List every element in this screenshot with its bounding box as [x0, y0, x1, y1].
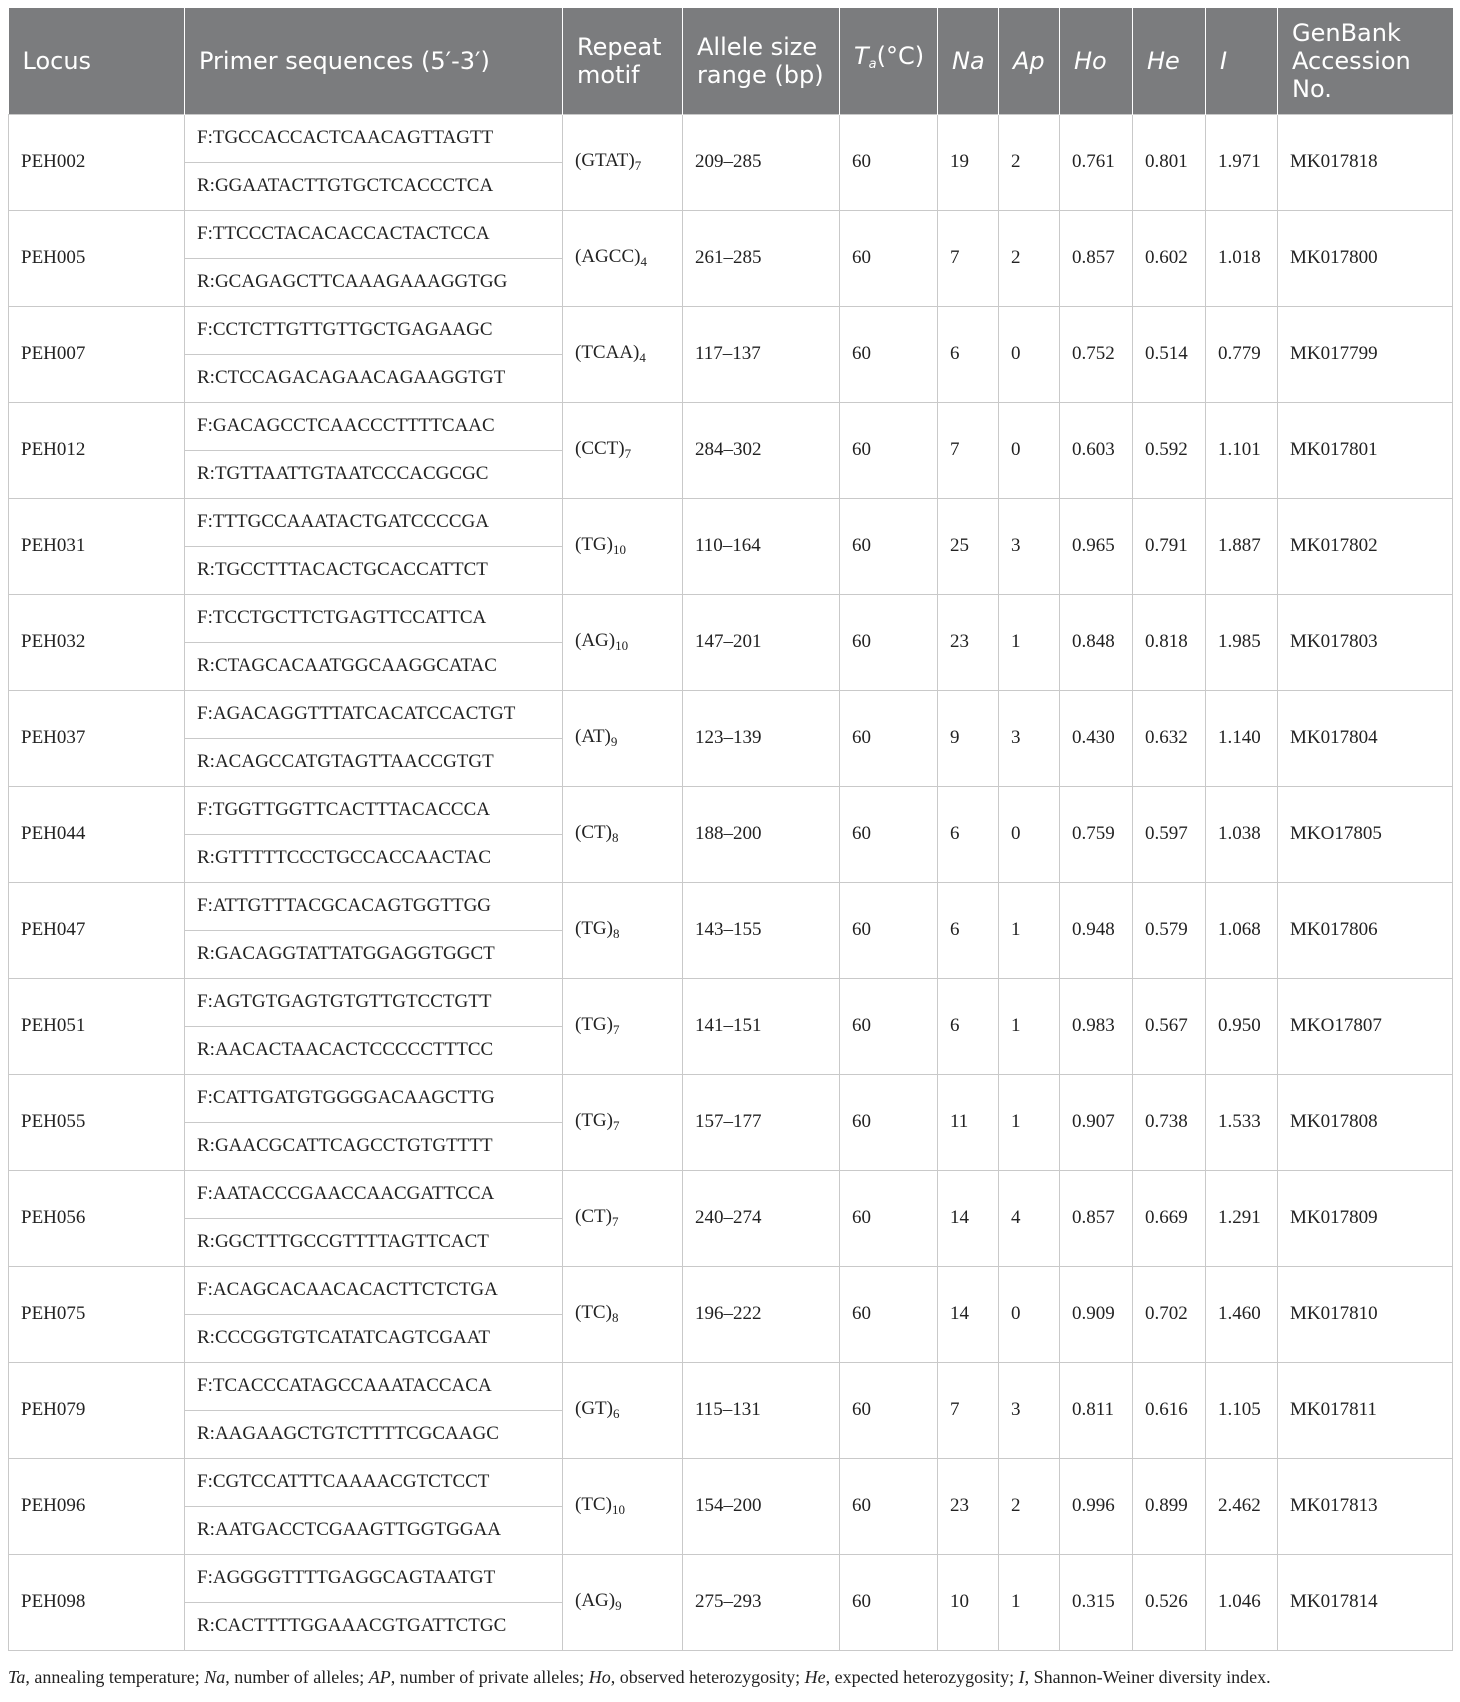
- ap-cell: 1: [999, 882, 1060, 978]
- repeat-count: 10: [612, 542, 626, 557]
- table-row: [9, 114, 1453, 162]
- header-ta-symbol: T: [854, 42, 869, 71]
- ap-cell: 1: [999, 1074, 1060, 1170]
- repeat-count: 4: [639, 350, 646, 365]
- reverse-primer-cell: R:TGTTAATTGTAATCCCACGCGC: [185, 450, 563, 498]
- allele-size-cell: 143–155: [683, 882, 840, 978]
- footnote-abbrev: I: [1018, 1667, 1025, 1687]
- ho-cell: 0.761: [1060, 114, 1133, 210]
- i-cell: 1.101: [1206, 402, 1278, 498]
- table-row: [9, 1170, 1453, 1218]
- forward-primer-cell: F:GACAGCCTCAACCCTTTTCAAC: [185, 402, 563, 450]
- header-he-label: He: [1147, 46, 1180, 75]
- repeat-motif-text: (GTAT): [575, 150, 635, 171]
- header-locus: Locus: [9, 8, 185, 114]
- table-row: [9, 1074, 1453, 1122]
- forward-primer-cell: F:ACAGCACAACACACTTCTCTGA: [185, 1266, 563, 1314]
- forward-primer-cell: F:AATACCCGAACCAACGATTCCA: [185, 1170, 563, 1218]
- locus-cell: PEH031: [9, 498, 185, 594]
- locus-cell: PEH056: [9, 1170, 185, 1266]
- repeat-motif-cell: [563, 1362, 683, 1458]
- reverse-primer-cell: R:CTAGCACAATGGCAAGGCATAC: [185, 642, 563, 690]
- ta-cell: 60: [840, 114, 938, 210]
- he-cell: 0.738: [1133, 1074, 1206, 1170]
- repeat-motif-text: (AG): [575, 1590, 616, 1611]
- repeat-motif-text: (TC): [575, 1302, 612, 1323]
- footnote-abbrev: Ta: [8, 1667, 26, 1687]
- header-ta-unit: (°C): [876, 42, 925, 71]
- repeat-motif-text: (TG): [575, 1110, 613, 1131]
- repeat-motif-text: (AGCC): [575, 246, 641, 267]
- repeat-motif-cell: [563, 882, 683, 978]
- locus-cell: PEH037: [9, 690, 185, 786]
- locus-cell: PEH051: [9, 978, 185, 1074]
- ho-cell: 0.811: [1060, 1362, 1133, 1458]
- ap-cell: 0: [999, 402, 1060, 498]
- repeat-count: 8: [611, 1310, 619, 1325]
- repeat-count: 7: [611, 1214, 619, 1229]
- header-primer: Primer sequences (5′-3′): [185, 8, 563, 114]
- repeat-count: 7: [634, 158, 642, 173]
- na-cell: 7: [938, 210, 999, 306]
- repeat-motif-text: (CT): [575, 1206, 612, 1227]
- ho-cell: 0.848: [1060, 594, 1133, 690]
- locus-cell: PEH098: [9, 1554, 185, 1650]
- locus-cell: PEH032: [9, 594, 185, 690]
- he-cell: 0.702: [1133, 1266, 1206, 1362]
- na-cell: 9: [938, 690, 999, 786]
- table-row: [9, 1362, 1453, 1410]
- accession-cell: MK017802: [1278, 498, 1453, 594]
- accession-cell: MK017800: [1278, 210, 1453, 306]
- ap-cell: 3: [999, 690, 1060, 786]
- forward-primer-cell: F:TTTGCCAAATACTGATCCCCGA: [185, 498, 563, 546]
- forward-primer-cell: F:CGTCCATTTCAAAACGTCTCCT: [185, 1458, 563, 1506]
- i-cell: 1.533: [1206, 1074, 1278, 1170]
- repeat-motif-cell: [563, 210, 683, 306]
- repeat-count: 8: [611, 830, 619, 845]
- na-cell: 23: [938, 594, 999, 690]
- ta-cell: 60: [840, 786, 938, 882]
- locus-cell: PEH079: [9, 1362, 185, 1458]
- forward-primer-cell: F:TCCTGCTTCTGAGTTCCATTCA: [185, 594, 563, 642]
- locus-cell: PEH075: [9, 1266, 185, 1362]
- footnote-abbrev: AP: [368, 1667, 391, 1687]
- accession-cell: MK017799: [1278, 306, 1453, 402]
- ap-cell: 1: [999, 978, 1060, 1074]
- he-cell: 0.602: [1133, 210, 1206, 306]
- header-i-label: I: [1220, 46, 1228, 75]
- ho-cell: 0.909: [1060, 1266, 1133, 1362]
- allele-size-cell: 209–285: [683, 114, 840, 210]
- allele-size-cell: 261–285: [683, 210, 840, 306]
- ap-cell: 0: [999, 1266, 1060, 1362]
- i-cell: 1.291: [1206, 1170, 1278, 1266]
- repeat-motif-text: (TC): [575, 1494, 612, 1515]
- table-footnote: [8, 1667, 1271, 1688]
- ta-cell: 60: [840, 1170, 938, 1266]
- footnote-definition: , annealing temperature;: [25, 1667, 205, 1687]
- ta-cell: 60: [840, 978, 938, 1074]
- repeat-count: 10: [611, 1502, 625, 1517]
- repeat-motif-text: (TG): [575, 1014, 613, 1035]
- header-he: [1133, 8, 1206, 114]
- table-row: [9, 306, 1453, 354]
- table-row: [9, 594, 1453, 642]
- accession-cell: MK017801: [1278, 402, 1453, 498]
- header-allele-size: Allele size range (bp): [683, 8, 840, 114]
- allele-size-cell: 115–131: [683, 1362, 840, 1458]
- footnote-abbrev: Na: [204, 1667, 226, 1687]
- repeat-count: 4: [640, 254, 647, 269]
- table-row: [9, 498, 1453, 546]
- reverse-primer-cell: R:TGCCTTTACACTGCACCATTCT: [185, 546, 563, 594]
- na-cell: 14: [938, 1266, 999, 1362]
- ta-cell: 60: [840, 402, 938, 498]
- ap-cell: 0: [999, 786, 1060, 882]
- accession-cell: MK017811: [1278, 1362, 1453, 1458]
- ta-cell: 60: [840, 1458, 938, 1554]
- he-cell: 0.801: [1133, 114, 1206, 210]
- ho-cell: 0.983: [1060, 978, 1133, 1074]
- ap-cell: 2: [999, 210, 1060, 306]
- forward-primer-cell: F:TCACCCATAGCCAAATACCACA: [185, 1362, 563, 1410]
- locus-cell: PEH055: [9, 1074, 185, 1170]
- ho-cell: 0.603: [1060, 402, 1133, 498]
- ap-cell: 2: [999, 114, 1060, 210]
- he-cell: 0.818: [1133, 594, 1206, 690]
- ta-cell: 60: [840, 1362, 938, 1458]
- he-cell: 0.632: [1133, 690, 1206, 786]
- na-cell: 7: [938, 1362, 999, 1458]
- allele-size-cell: 117–137: [683, 306, 840, 402]
- repeat-motif-text: (CT): [575, 822, 612, 843]
- reverse-primer-cell: R:GGCTTTGCCGTTTTAGTTCACT: [185, 1218, 563, 1266]
- reverse-primer-cell: R:GAACGCATTCAGCCTGTGTTTT: [185, 1122, 563, 1170]
- he-cell: 0.669: [1133, 1170, 1206, 1266]
- i-cell: 1.887: [1206, 498, 1278, 594]
- na-cell: 10: [938, 1554, 999, 1650]
- table-row: [9, 690, 1453, 738]
- repeat-motif-cell: [563, 1074, 683, 1170]
- ta-cell: 60: [840, 594, 938, 690]
- allele-size-cell: 188–200: [683, 786, 840, 882]
- i-cell: 1.046: [1206, 1554, 1278, 1650]
- repeat-motif-cell: [563, 594, 683, 690]
- repeat-motif-text: (CCT): [575, 438, 625, 459]
- header-ap-label: Ap: [1013, 46, 1045, 75]
- i-cell: 0.950: [1206, 978, 1278, 1074]
- repeat-motif-cell: [563, 1458, 683, 1554]
- na-cell: 11: [938, 1074, 999, 1170]
- forward-primer-cell: F:CCTCTTGTTGTTGCTGAGAAGC: [185, 306, 563, 354]
- na-cell: 14: [938, 1170, 999, 1266]
- ho-cell: 0.315: [1060, 1554, 1133, 1650]
- header-ta-subscript: a: [868, 57, 877, 73]
- ta-cell: 60: [840, 210, 938, 306]
- repeat-motif-text: (AT): [575, 726, 611, 747]
- accession-cell: MK017818: [1278, 114, 1453, 210]
- repeat-motif-cell: [563, 978, 683, 1074]
- repeat-motif-cell: [563, 1170, 683, 1266]
- i-cell: 1.140: [1206, 690, 1278, 786]
- repeat-motif-text: (TCAA): [575, 342, 640, 363]
- table-row: [9, 402, 1453, 450]
- repeat-motif-cell: [563, 1266, 683, 1362]
- header-na-label: Na: [952, 46, 985, 75]
- na-cell: 19: [938, 114, 999, 210]
- ap-cell: 4: [999, 1170, 1060, 1266]
- he-cell: 0.597: [1133, 786, 1206, 882]
- ta-cell: 60: [840, 498, 938, 594]
- repeat-motif-text: (GT): [575, 1398, 613, 1419]
- accession-cell: MKO17805: [1278, 786, 1453, 882]
- table-container: [8, 8, 1452, 1651]
- na-cell: 6: [938, 978, 999, 1074]
- repeat-motif-cell: [563, 498, 683, 594]
- repeat-motif-cell: [563, 114, 683, 210]
- he-cell: 0.791: [1133, 498, 1206, 594]
- ho-cell: 0.965: [1060, 498, 1133, 594]
- footnote-definition: , Shannon-Weiner diversity index.: [1024, 1667, 1271, 1687]
- reverse-primer-cell: R:AACACTAACACTCCCCCTTTCC: [185, 1026, 563, 1074]
- table-row: [9, 210, 1453, 258]
- footnote-definition: , expected heterozygosity;: [825, 1667, 1019, 1687]
- repeat-count: 7: [612, 1022, 620, 1037]
- forward-primer-cell: F:AGACAGGTTTATCACATCCACTGT: [185, 690, 563, 738]
- ta-cell: 60: [840, 882, 938, 978]
- na-cell: 6: [938, 306, 999, 402]
- forward-primer-cell: F:ATTGTTTACGCACAGTGGTTGG: [185, 882, 563, 930]
- i-cell: 1.068: [1206, 882, 1278, 978]
- table-row: [9, 1458, 1453, 1506]
- footnote-abbrev: He: [804, 1667, 826, 1687]
- forward-primer-cell: F:TTCCCTACACACCACTACTCCA: [185, 210, 563, 258]
- repeat-motif-text: (TG): [575, 534, 613, 555]
- ta-cell: 60: [840, 1554, 938, 1650]
- allele-size-cell: 123–139: [683, 690, 840, 786]
- ho-cell: 0.948: [1060, 882, 1133, 978]
- reverse-primer-cell: R:CTCCAGACAGAACAGAAGGTGT: [185, 354, 563, 402]
- allele-size-cell: 141–151: [683, 978, 840, 1074]
- forward-primer-cell: F:CATTGATGTGGGGACAAGCTTG: [185, 1074, 563, 1122]
- ho-cell: 0.759: [1060, 786, 1133, 882]
- allele-size-cell: 147–201: [683, 594, 840, 690]
- i-cell: 1.018: [1206, 210, 1278, 306]
- repeat-motif-cell: [563, 786, 683, 882]
- allele-size-cell: 284–302: [683, 402, 840, 498]
- i-cell: 1.038: [1206, 786, 1278, 882]
- forward-primer-cell: F:AGGGGTTTTGAGGCAGTAATGT: [185, 1554, 563, 1602]
- i-cell: 1.105: [1206, 1362, 1278, 1458]
- ho-cell: 0.430: [1060, 690, 1133, 786]
- ho-cell: 0.857: [1060, 210, 1133, 306]
- ho-cell: 0.907: [1060, 1074, 1133, 1170]
- header-ho-label: Ho: [1074, 46, 1107, 75]
- accession-cell: MK017803: [1278, 594, 1453, 690]
- locus-cell: PEH012: [9, 402, 185, 498]
- ho-cell: 0.857: [1060, 1170, 1133, 1266]
- reverse-primer-cell: R:ACAGCCATGTAGTTAACCGTGT: [185, 738, 563, 786]
- ap-cell: 0: [999, 306, 1060, 402]
- footnote-definition: , number of private alleles;: [390, 1667, 589, 1687]
- accession-cell: MK017810: [1278, 1266, 1453, 1362]
- ta-cell: 60: [840, 1266, 938, 1362]
- ta-cell: 60: [840, 306, 938, 402]
- header-i: [1206, 8, 1278, 114]
- reverse-primer-cell: R:CACTTTTGGAAACGTGATTCTGC: [185, 1602, 563, 1650]
- i-cell: 0.779: [1206, 306, 1278, 402]
- locus-cell: PEH096: [9, 1458, 185, 1554]
- reverse-primer-cell: R:GCAGAGCTTCAAAGAAAGGTGG: [185, 258, 563, 306]
- repeat-count: 9: [615, 1598, 622, 1613]
- he-cell: 0.526: [1133, 1554, 1206, 1650]
- na-cell: 23: [938, 1458, 999, 1554]
- allele-size-cell: 110–164: [683, 498, 840, 594]
- accession-cell: MK017813: [1278, 1458, 1453, 1554]
- reverse-primer-cell: R:GTTTTTCCCTGCCACCAACTAC: [185, 834, 563, 882]
- na-cell: 6: [938, 882, 999, 978]
- forward-primer-cell: F:AGTGTGAGTGTGTTGTCCTGTT: [185, 978, 563, 1026]
- table-row: [9, 882, 1453, 930]
- locus-cell: PEH044: [9, 786, 185, 882]
- ap-cell: 3: [999, 1362, 1060, 1458]
- repeat-motif-cell: [563, 306, 683, 402]
- table-row: [9, 1266, 1453, 1314]
- repeat-count: 7: [624, 446, 632, 461]
- repeat-motif-cell: [563, 402, 683, 498]
- repeat-motif-cell: [563, 1554, 683, 1650]
- accession-cell: MKO17807: [1278, 978, 1453, 1074]
- locus-cell: PEH047: [9, 882, 185, 978]
- header-row: [9, 8, 1453, 114]
- ta-cell: 60: [840, 690, 938, 786]
- header-genbank: GenBank Accession No.: [1278, 8, 1453, 114]
- locus-cell: PEH007: [9, 306, 185, 402]
- header-na: [938, 8, 999, 114]
- na-cell: 25: [938, 498, 999, 594]
- allele-size-cell: 157–177: [683, 1074, 840, 1170]
- reverse-primer-cell: R:CCCGGTGTCATATCAGTCGAAT: [185, 1314, 563, 1362]
- i-cell: 1.971: [1206, 114, 1278, 210]
- locus-cell: PEH002: [9, 114, 185, 210]
- ho-cell: 0.996: [1060, 1458, 1133, 1554]
- footnote-definition: , number of alleles;: [225, 1667, 369, 1687]
- ho-cell: 0.752: [1060, 306, 1133, 402]
- i-cell: 2.462: [1206, 1458, 1278, 1554]
- accession-cell: MK017804: [1278, 690, 1453, 786]
- he-cell: 0.567: [1133, 978, 1206, 1074]
- table-body: [9, 114, 1453, 1650]
- header-ho: [1060, 8, 1133, 114]
- he-cell: 0.592: [1133, 402, 1206, 498]
- ta-cell: 60: [840, 1074, 938, 1170]
- accession-cell: MK017806: [1278, 882, 1453, 978]
- table-row: [9, 1554, 1453, 1602]
- allele-size-cell: 196–222: [683, 1266, 840, 1362]
- forward-primer-cell: F:TGCCACCACTCAACAGTTAGTT: [185, 114, 563, 162]
- he-cell: 0.616: [1133, 1362, 1206, 1458]
- ap-cell: 2: [999, 1458, 1060, 1554]
- allele-size-cell: 275–293: [683, 1554, 840, 1650]
- repeat-count: 8: [612, 926, 620, 941]
- footnote-definition: , observed heterozygosity;: [610, 1667, 805, 1687]
- reverse-primer-cell: R:GACAGGTATTATGGAGGTGGCT: [185, 930, 563, 978]
- allele-size-cell: 154–200: [683, 1458, 840, 1554]
- i-cell: 1.985: [1206, 594, 1278, 690]
- forward-primer-cell: F:TGGTTGGTTCACTTTACACCCA: [185, 786, 563, 834]
- repeat-count: 9: [610, 734, 618, 749]
- na-cell: 7: [938, 402, 999, 498]
- accession-cell: MK017808: [1278, 1074, 1453, 1170]
- accession-cell: MK017814: [1278, 1554, 1453, 1650]
- ap-cell: 1: [999, 1554, 1060, 1650]
- accession-cell: MK017809: [1278, 1170, 1453, 1266]
- reverse-primer-cell: R:GGAATACTTGTGCTCACCCTCA: [185, 162, 563, 210]
- he-cell: 0.899: [1133, 1458, 1206, 1554]
- i-cell: 1.460: [1206, 1266, 1278, 1362]
- allele-size-cell: 240–274: [683, 1170, 840, 1266]
- reverse-primer-cell: R:AAGAAGCTGTCTTTTCGCAAGC: [185, 1410, 563, 1458]
- repeat-motif-text: (AG): [575, 630, 616, 651]
- repeat-motif-text: (TG): [575, 918, 613, 939]
- table-row: [9, 786, 1453, 834]
- he-cell: 0.579: [1133, 882, 1206, 978]
- reverse-primer-cell: R:AATGACCTCGAAGTTGGTGGAA: [185, 1506, 563, 1554]
- repeat-count: 7: [612, 1118, 620, 1133]
- primer-table: [8, 8, 1453, 1651]
- repeat-count: 10: [615, 638, 629, 653]
- ap-cell: 1: [999, 594, 1060, 690]
- na-cell: 6: [938, 786, 999, 882]
- repeat-count: 6: [612, 1406, 620, 1421]
- he-cell: 0.514: [1133, 306, 1206, 402]
- header-ap: [999, 8, 1060, 114]
- footnote-abbrev: Ho: [588, 1667, 611, 1687]
- ap-cell: 3: [999, 498, 1060, 594]
- header-repeat-motif: Repeat motif: [563, 8, 683, 114]
- header-ta: [840, 8, 938, 114]
- repeat-motif-cell: [563, 690, 683, 786]
- table-row: [9, 978, 1453, 1026]
- locus-cell: PEH005: [9, 210, 185, 306]
